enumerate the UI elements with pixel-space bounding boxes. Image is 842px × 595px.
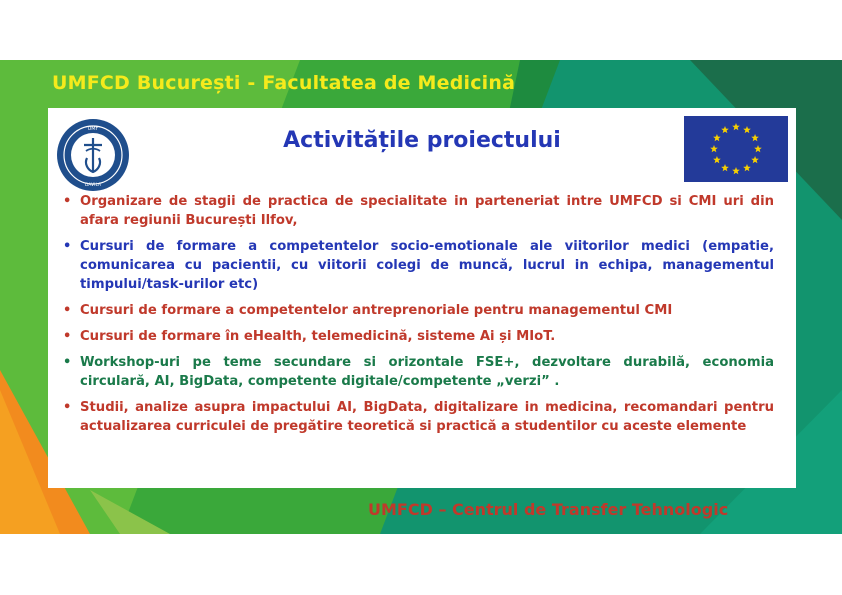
activity-list [62,192,774,443]
activity-item [62,353,774,391]
bullet-icon: • [63,329,72,344]
header-title: UMFCD București - Facultatea de Medicină [52,72,516,94]
slide-title: Activitățile proiectului [283,128,561,153]
activity-text: Cursuri de formare a competentelor antreprenoriale pentru managementul CMI [80,303,673,318]
activity-text: Organizare de stagii de practica de specialitate in parteneriat intre UMFCD si CMI uri din afara regiunii București Ilfov, [80,194,774,228]
footer-title: UMFCD – Centrul de Transfer Tehnologic [368,500,729,519]
svg-text:DAVILA: DAVILA [84,183,102,188]
bullet-icon: • [63,239,72,254]
activity-text: Cursuri de formare a competentelor socio-emotionale ale viitorilor medici (empatie, comunicarea cu pacientii, cu viitorii colegi de muncă, lucrul in echipa, managementul timpului/task-urilor etc) [80,239,774,292]
content-panel [48,108,796,488]
activity-item [62,301,774,320]
activity-item [62,398,774,436]
slide [0,60,842,534]
eu-flag-icon [684,116,788,182]
activity-text: Studii, analize asupra impactului AI, BigData, digitalizare in medicina, recomandari pentru actualizarea curriculei de pregătire teoretică si practică a studentilor cu aceste elemente [80,400,774,434]
bullet-icon: • [63,194,72,209]
activity-text: Cursuri de formare în eHealth, telemedicină, sisteme Ai și MIoT. [80,329,556,344]
bullet-icon: • [63,355,72,370]
activity-item [62,327,774,346]
bullet-icon: • [63,303,72,318]
svg-text:UMF: UMF [87,126,99,132]
activity-item [62,192,774,230]
bullet-icon: • [63,400,72,415]
activity-text: Workshop-uri pe teme secundare si orizontale FSE+, dezvoltare durabilă, economia circulară, AI, BigData, competente digitale/competente „verzi” . [80,355,774,389]
activity-item [62,237,774,294]
